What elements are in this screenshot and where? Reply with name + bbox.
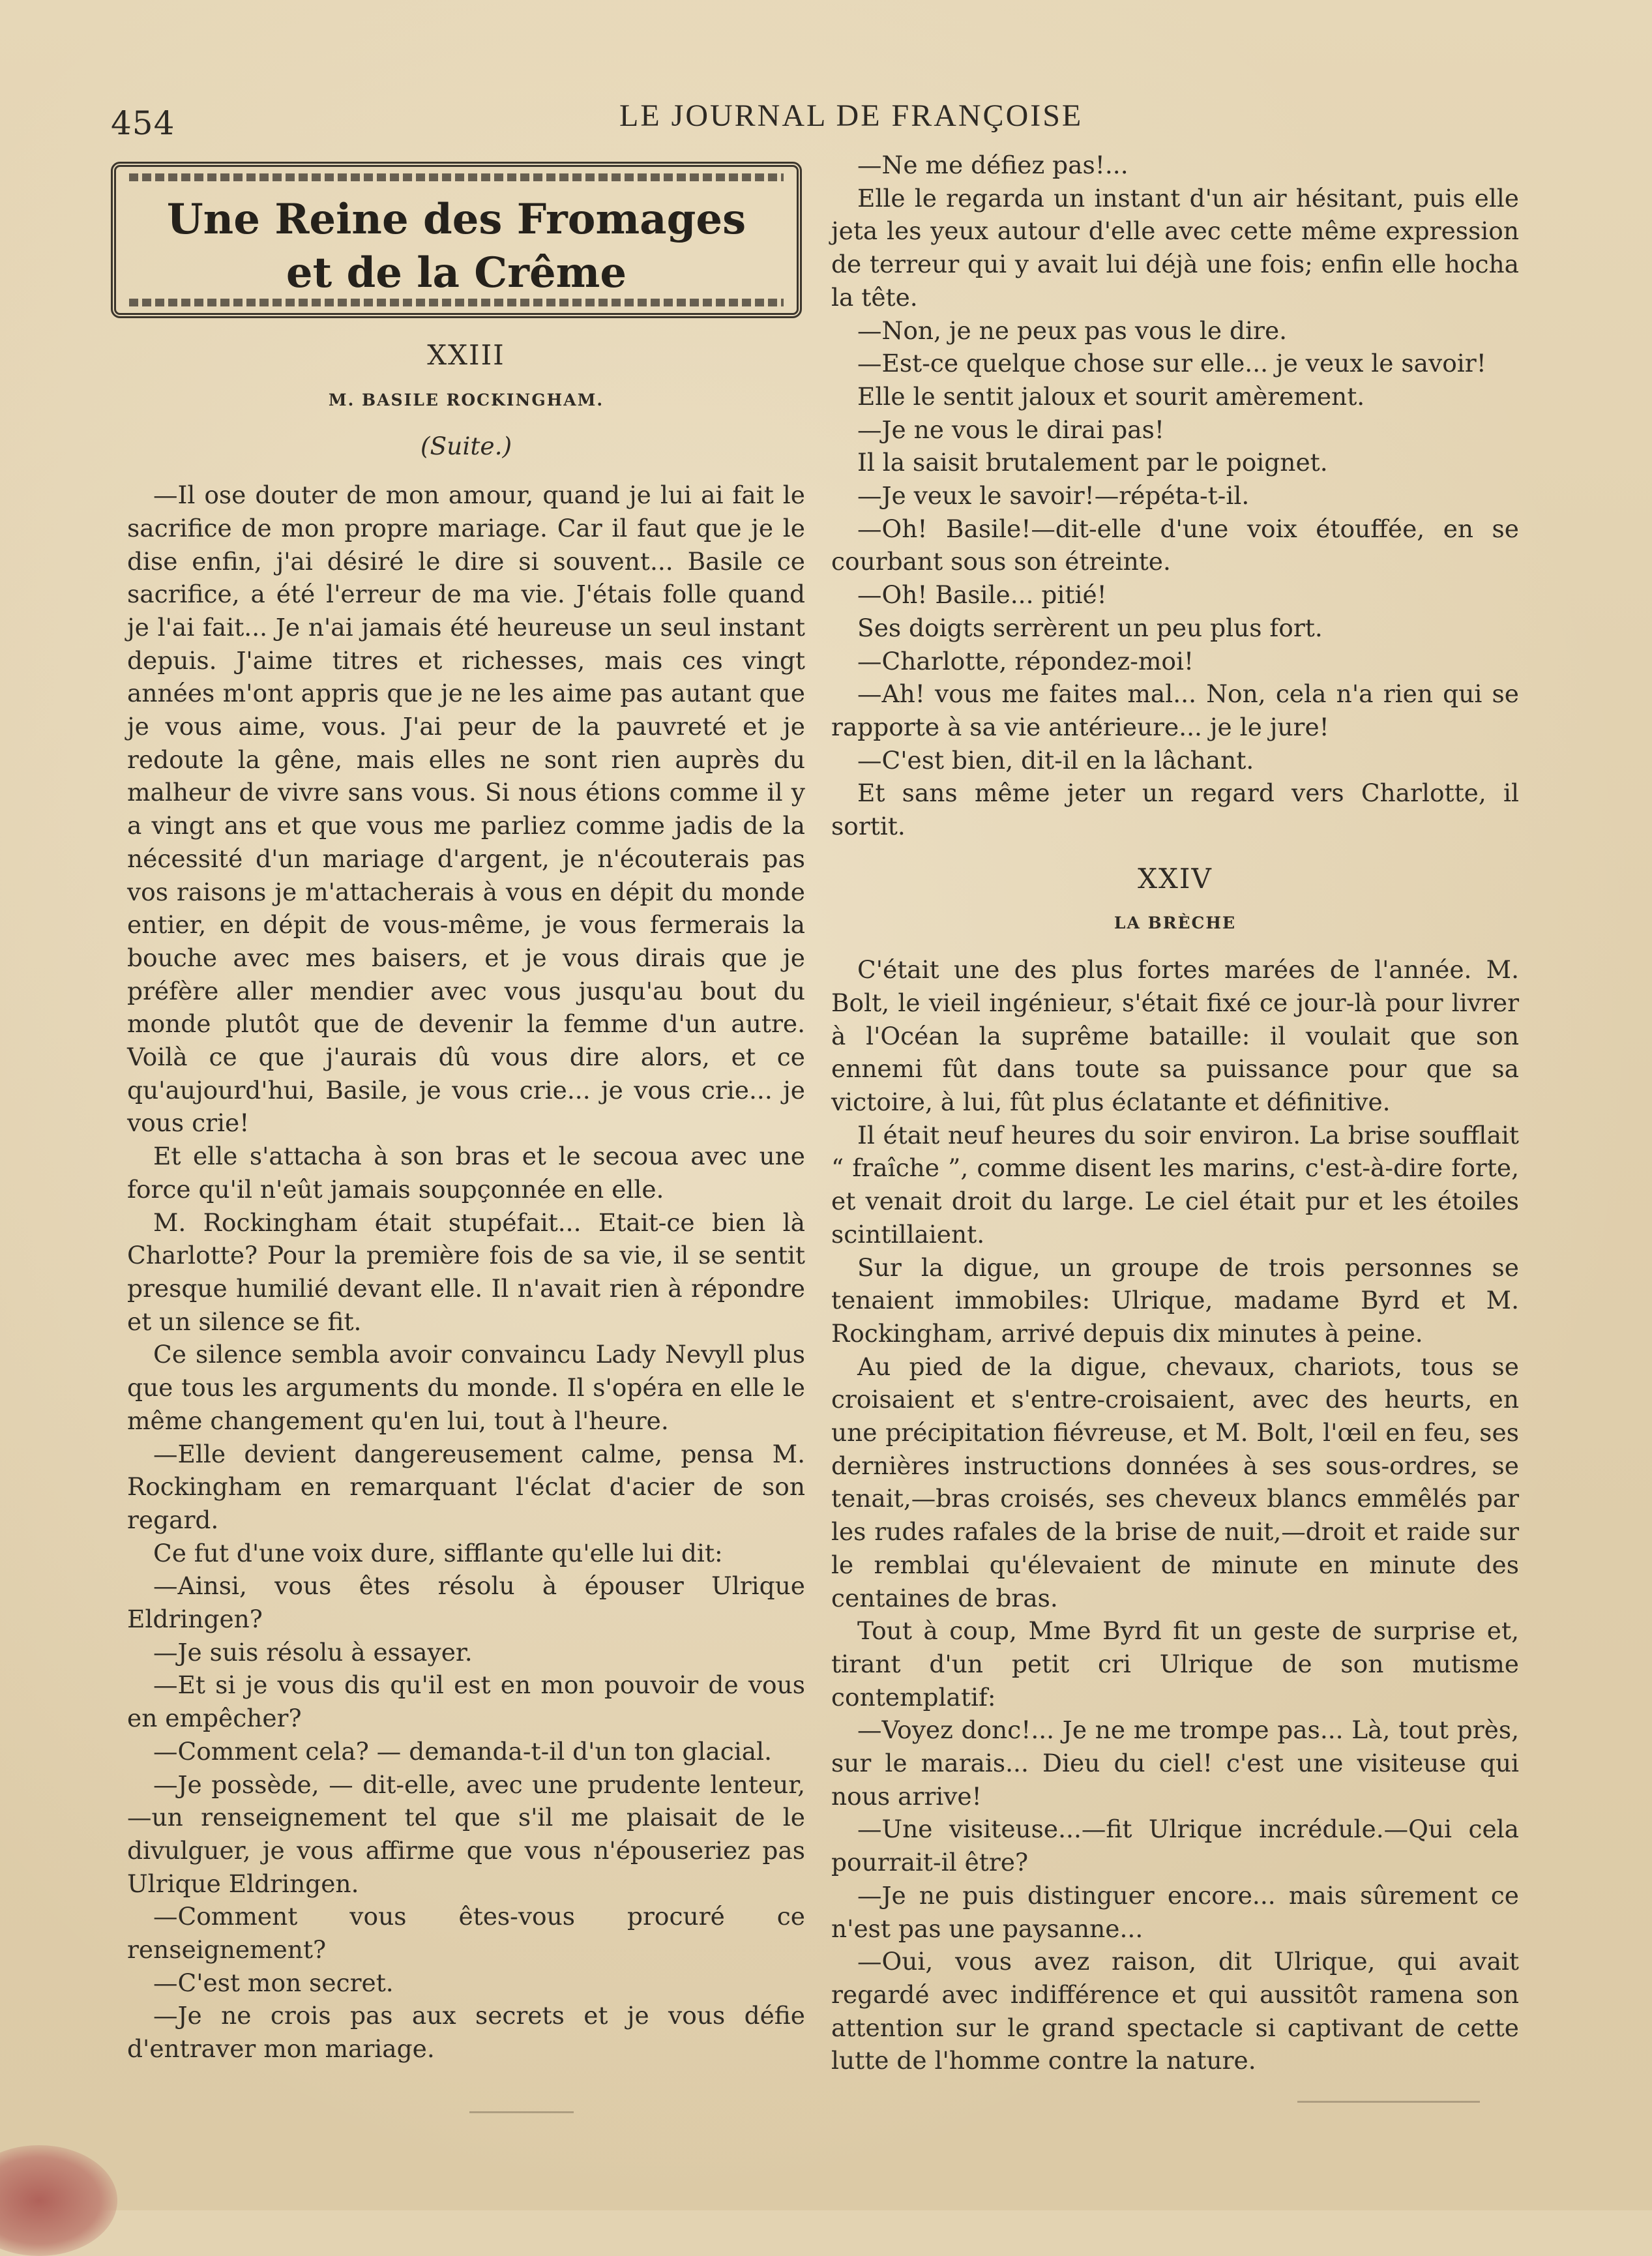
paragraph: Au pied de la digue, chevaux, chariots, tous se croisaient et s'entre-croisaient, avec des heurts, en une précipitation fiévreuse, et M. Bolt, l'œil en feu, ses dernières instructions données à ses sous-ordres, se tenait,—bras croisés, ses cheveux blancs emmêlés par les rudes rafales de la brise de nuit,—droit et raide sur le remblai qu'élevaient de minute en minute des centaines de bras.	[831, 1352, 1519, 1612]
paragraph: —Je ne crois pas aux secrets et je vous défie d'entraver mon mariage.	[127, 2001, 805, 2064]
left-column	[127, 339, 805, 2066]
paragraph: —Ah! vous me faites mal... Non, cela n'a rien qui se rapporte à sa vie antérieure... je le jure!	[831, 679, 1519, 741]
paragraph: —Je suis résolu à essayer.	[153, 1637, 473, 1667]
paragraph: —Comment cela? — demanda-t-il d'un ton glacial.	[153, 1736, 773, 1766]
paragraph: —Je ne vous le dirai pas!	[857, 415, 1164, 444]
paragraph: Et sans même jeter un regard vers Charlotte, il sortit.	[831, 779, 1519, 841]
chain-border-bottom	[129, 299, 784, 306]
paragraph: —Oh! Basile!—dit-elle d'une voix étouffée, en se courbant sous son étreinte.	[831, 514, 1519, 576]
story-title-frame	[111, 162, 802, 318]
paragraph: —Charlotte, répondez-moi!	[857, 646, 1194, 675]
suite-label: (Suite.)	[420, 432, 512, 461]
bottom-rule-right	[1297, 2101, 1480, 2103]
paragraph: Ses doigts serrèrent un peu plus fort.	[857, 613, 1323, 642]
paragraph: Ce fut d'une voix dure, sifflante qu'elle lui dit:	[153, 1538, 723, 1567]
running-head: LE JOURNAL DE FRANÇOISE	[619, 98, 1084, 133]
paragraph: Ce silence sembla avoir convaincu Lady Nevyll plus que tous les arguments du monde. Il s'opéra en elle le même changement qu'en lui, tout à l'heure.	[127, 1340, 805, 1435]
paragraph: Il la saisit brutalement par le poignet.	[857, 448, 1328, 477]
paragraph: —Oh! Basile... pitié!	[857, 580, 1107, 610]
page-number: 454	[111, 104, 175, 142]
chapter-number: XXIV	[1138, 862, 1213, 895]
paragraph: C'était une des plus fortes marées de l'année. M. Bolt, le vieil ingénieur, s'était fixé ce jour-là pour livrer à l'Océan la suprême bataille: il voulait que son ennemi fût dans toute sa puissance pour que sa victoire, à lui, fût plus éclatante et définitive.	[831, 955, 1519, 1116]
paragraph: —Ne me défiez pas!...	[857, 151, 1128, 179]
chapter-number: XXIII	[427, 339, 505, 371]
story-title-line-2: et de la Crême	[286, 248, 627, 297]
story-title-line-1: Une Reine des Fromages	[166, 195, 746, 244]
paragraph: Sur la digue, un groupe de trois personnes se tenaient immobiles: Ulrique, madame Byrd et M. Rockingham, arrivé depuis dix minutes à peine.	[831, 1253, 1519, 1348]
paragraph: —Et si je vous dis qu'il est en mon pouvoir de vous en empêcher?	[127, 1670, 805, 1733]
paragraph: Et elle s'attacha à son bras et le secoua avec une force qu'il n'eût jamais soupçonnée en elle.	[127, 1142, 805, 1204]
paragraph: —Je veux le savoir!—répéta-t-il.	[857, 481, 1250, 511]
chapter-subtitle: LA BRÈCHE	[1114, 913, 1237, 933]
paragraph: —Voyez donc!... Je ne me trompe pas... Là, tout près, sur le marais... Dieu du ciel! c'est une visiteuse qui nous arrive!	[831, 1715, 1519, 1811]
paragraph: —Il ose douter de mon amour, quand je lui ai fait le sacrifice de mon propre mariage. Car il faut que je le dise enfin, j'ai désiré le dire si souvent... Basile ce sacrifice, a été l'erreur de ma vie. J'étais folle quand je l'ai fait... Je n'ai jamais été heureuse un seul instant depuis. J'aime titres et richesses, mais ces vingt années m'ont appris que je ne les aime pas autant que je vous aime, vous. J'ai peur de la pauvreté et je redoute la gêne, mais elles ne sont rien auprès du malheur de vivre sans vous. Si nous étions comme il y a vingt ans et que vous me parliez comme jadis de la nécessité d'un mariage d'argent, je n'écouterais pas vos raisons je m'attacherais à vous en dépit du monde entier, en dépit de vous-même, je vous fermerais la bouche avec mes baisers, et je vous dirais que je préfère aller mendier avec vous jusqu'au bout du monde plutôt que de devenir la femme d'un autre. Voilà ce que j'aurais dû vous dire alors, et ce qu'aujourd'hui, Basile, je vous crie... je vous crie... je vous crie!	[127, 481, 805, 1138]
paragraph: M. Rockingham était stupéfait... Etait-ce bien là Charlotte? Pour la première fois de sa vie, il se sentit presque humilié devant elle. Il n'avait rien à répondre et un silence se fit.	[127, 1208, 805, 1336]
paper-stain	[0, 2145, 117, 2256]
paragraph: —Je ne puis distinguer encore... mais sûrement ce n'est pas une paysanne...	[831, 1880, 1519, 1943]
paragraph: Elle le regarda un instant d'un air hésitant, puis elle jeta les yeux autour d'elle avec cette même expression de terreur qui y avait lui déjà une fois; enfin elle hocha la tête.	[831, 183, 1519, 312]
paragraph: —C'est mon secret.	[153, 1968, 394, 1997]
paragraph: Il était neuf heures du soir environ. La brise soufflait “ fraîche ”, comme disent les marins, c'est-à-dire forte, et venait droit du large. Le ciel était pur et les étoiles scintillaient.	[831, 1120, 1519, 1249]
paragraph: —Oui, vous avez raison, dit Ulrique, qui avait regardé avec indifférence et qui aussitôt ramena son attention sur le grand spectacle si captivant de cette lutte de l'homme contre la nature.	[831, 1947, 1519, 2075]
paragraph: —Ainsi, vous êtes résolu à épouser Ulrique Eldringen?	[127, 1571, 805, 1634]
paragraph: —Elle devient dangereusement calme, pensa M. Rockingham en remarquant l'éclat d'acier de son regard.	[127, 1439, 805, 1534]
bottom-rule-left	[469, 2111, 574, 2113]
right-column	[831, 149, 1519, 2077]
paragraph: —Je possède, — dit-elle, avec une prudente lenteur, —un renseignement tel que s'il me plaisait de le divulguer, je vous affirme que vous n'épouseriez pas Ulrique Eldringen.	[127, 1770, 805, 1898]
story-title	[116, 193, 797, 300]
paragraph: —Est-ce quelque chose sur elle... je veux le savoir!	[857, 349, 1486, 378]
paragraph: Elle le sentit jaloux et sourit amèrement.	[857, 381, 1365, 411]
paragraph: —Comment vous êtes-vous procuré ce renseignement?	[127, 1902, 805, 1965]
paragraph: —C'est bien, dit-il en la lâchant.	[857, 745, 1254, 775]
paragraph: —Non, je ne peux pas vous le dire.	[857, 316, 1288, 345]
chapter-gap	[831, 843, 1519, 863]
paragraph: —Une visiteuse...—fit Ulrique incrédule.—Qui cela pourrait-il être?	[831, 1815, 1519, 1877]
paragraph: Tout à coup, Mme Byrd fit un geste de surprise et, tirant d'un petit cri Ulrique de son mutisme contemplatif:	[831, 1616, 1519, 1712]
chapter-subtitle: M. BASILE ROCKINGHAM.	[328, 390, 604, 409]
chain-border-top	[129, 173, 784, 181]
